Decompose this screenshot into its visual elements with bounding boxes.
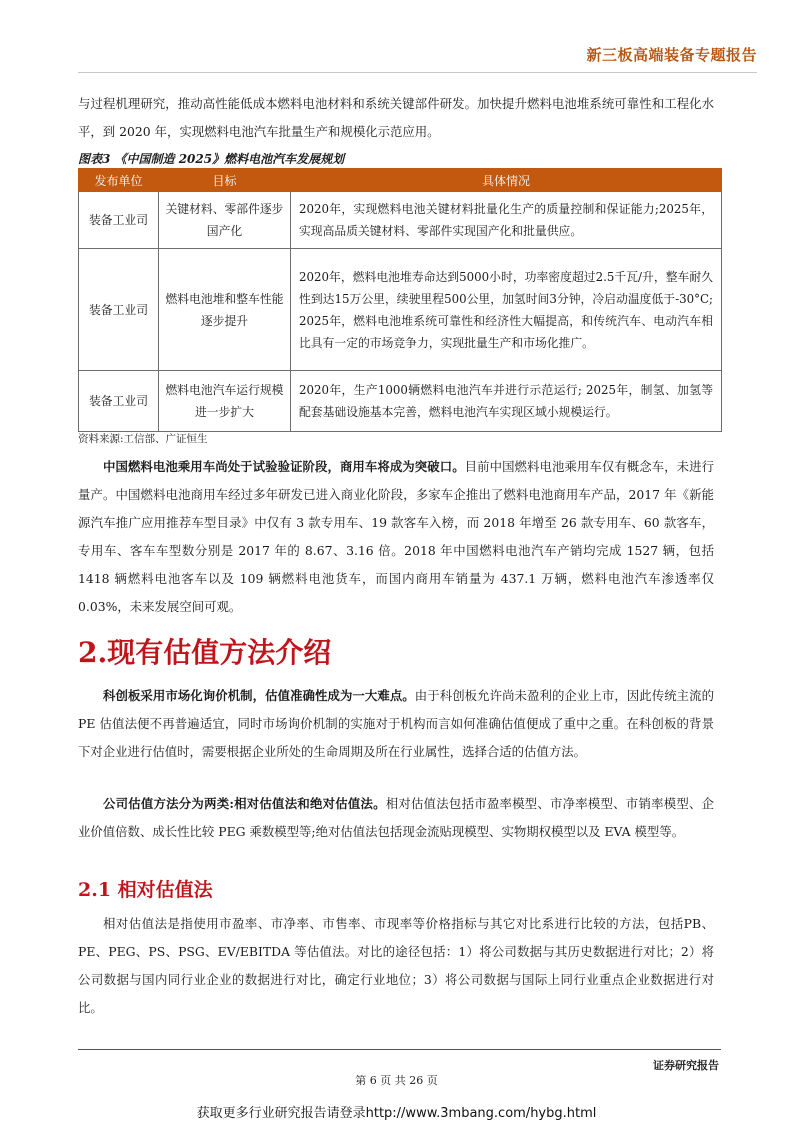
table-row bbox=[79, 371, 722, 432]
valuation-methods-lead: 公司估值方法分为两类:相对估值法和绝对估值法。 bbox=[103, 796, 386, 811]
star-market-paragraph bbox=[78, 682, 714, 766]
section-2-heading: 2.现有估值方法介绍 bbox=[78, 636, 332, 669]
column-header-detail: 具体情况 bbox=[291, 169, 722, 192]
header-report-title: 新三板高端装备专题报告 bbox=[586, 46, 757, 64]
cell-detail: 2020年，实现燃料电池关键材料批量化生产的质量控制和保证能力;2025年，实现高品质关键材料、零部件实现国产化和批量供应。 bbox=[291, 192, 722, 249]
cell-issuer: 装备工业司 bbox=[79, 371, 159, 432]
section-2-1-heading: 2.1 相对估值法 bbox=[78, 879, 213, 901]
cell-target: 燃料电池堆和整车性能逐步提升 bbox=[159, 249, 291, 371]
star-market-lead: 科创板采用市场化询价机制，估值准确性成为一大难点。 bbox=[103, 688, 415, 703]
star-market-body: 由于科创板允许尚未盈利的企业上市，因此传统主流的 PE 估值法便不再普遍适宜，同时市场询价机制的实施对于机构而言如何准确估值便成了重中之重。在科创板的背景下对企业进行估值时，需要根据企业所处的生命周期及所在行业属性，选择合适的估值方法。 bbox=[78, 688, 715, 759]
cell-issuer: 装备工业司 bbox=[79, 192, 159, 249]
development-plan-table bbox=[78, 168, 722, 432]
cell-detail: 2020年，燃料电池堆寿命达到5000小时，功率密度超过2.5千瓦/升，整车耐久性到达15万公里，续驶里程500公里，加氢时间3分钟，冷启动温度低于-30°C; 2025年，燃料电池堆系统可靠性和经济性大幅提高，和传统汽车、电动汽车相比具有一定的市场竞争力，实现批量生产和市场化推广。 bbox=[291, 249, 722, 371]
table-row bbox=[79, 192, 722, 249]
cell-target: 关键材料、零部件逐步国产化 bbox=[159, 192, 291, 249]
footer-divider bbox=[78, 1049, 721, 1050]
commercial-vehicle-paragraph bbox=[78, 453, 714, 621]
table-header-row bbox=[79, 169, 722, 192]
commercial-vehicle-lead: 中国燃料电池乘用车尚处于试验验证阶段，商用车将成为突破口。 bbox=[103, 459, 465, 474]
intro-paragraph: 与过程机理研究，推动高性能低成本燃料电池材料和系统关键部件研发。加快提升燃料电池堆系统可靠性和工程化水平，到 2020 年，实现燃料电池汽车批量生产和规模化示范应用。 bbox=[78, 96, 714, 139]
download-banner: 获取更多行业研究报告请登录http://www.3mbang.com/hybg.html bbox=[196, 1106, 597, 1121]
valuation-methods-paragraph bbox=[78, 790, 714, 846]
page-number: 第 6 页 共 26 页 bbox=[355, 1074, 438, 1087]
valuation-methods-body: 相对估值法包括市盈率模型、市净率模型、市销率模型、企业价值倍数、成长性比较 PEG 乘数模型等;绝对估值法包括现金流贴现模型、实物期权模型以及 EVA 模型等。 bbox=[78, 796, 715, 839]
figure-caption: 图表3 《中国制造 2025》燃料电池汽车发展规划 bbox=[78, 152, 345, 166]
column-header-issuer: 发布单位 bbox=[79, 169, 159, 192]
table-row bbox=[79, 249, 722, 371]
header-divider bbox=[78, 72, 757, 73]
commercial-vehicle-body: 目前中国燃料电池乘用车仅有概念车，未进行量产。中国燃料电池商用车经过多年研发已进入商业化阶段，多家车企推出了燃料电池商用车产品，2017 年《新能源汽车推广应用推荐车型目录》中仅有 3 款专用车、19 款客车入榜，而 2018 年增至 26 款专用车、60 款客车，专用车、客车车型数分别是 2017 年的 8.67、3.16 倍。2018 年中国燃料电池汽车产销均完成 1527 辆，包括 1418 辆燃料电池客车以及 109 辆燃料电池货车，而国内商用车销量为 437.1 万辆，燃料电池汽车渗透率仅 0.03%，未来发展空间可观。 bbox=[78, 459, 715, 614]
relative-valuation-paragraph: 相对估值法是指使用市盈率、市净率、市售率、市现率等价格指标与其它对比系进行比较的方法，包括PB、PE、PEG、PS、PSG、EV/EBITDA 等估值法。对比的途径包括：1）将公司数据与其历史数据进行对比；2）将公司数据与国内同行业企业的数据进行对比，确定行业地位；3）将公司数据与国际上同行业重点企业数据进行对比。 bbox=[78, 916, 714, 1015]
column-header-target: 目标 bbox=[159, 169, 291, 192]
footer-report-type: 证券研究报告 bbox=[653, 1059, 719, 1072]
figure-source: 资料来源:工信部、广证恒生 bbox=[78, 433, 208, 445]
cell-detail: 2020年，生产1000辆燃料电池汽车并进行示范运行; 2025年，制氢、加氢等配套基础设施基本完善，燃料电池汽车实现区域小规模运行。 bbox=[291, 371, 722, 432]
cell-issuer: 装备工业司 bbox=[79, 249, 159, 371]
cell-target: 燃料电池汽车运行规模进一步扩大 bbox=[159, 371, 291, 432]
